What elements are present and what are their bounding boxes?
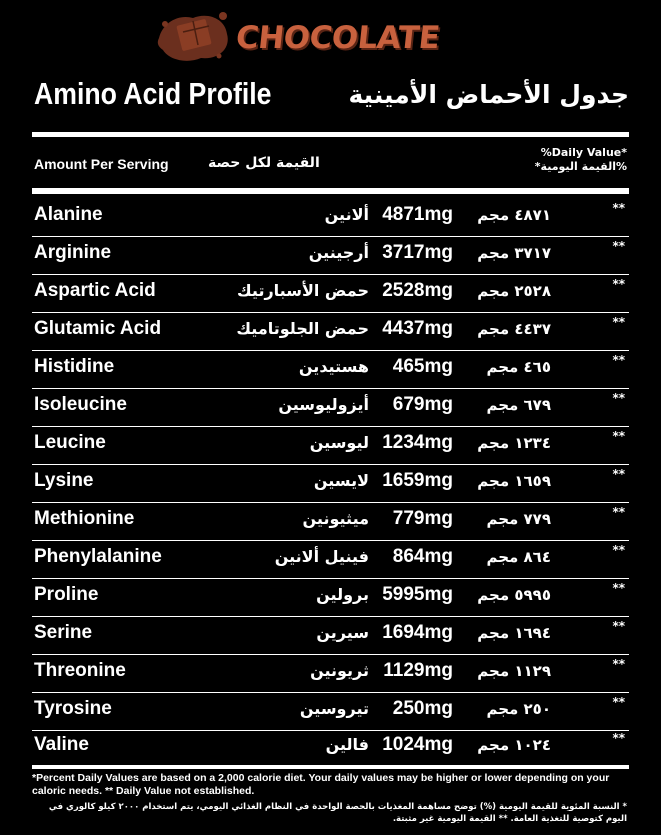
- table-row: [32, 617, 629, 655]
- table-row: [32, 655, 629, 693]
- table-row: [32, 465, 629, 503]
- amino-name-arabic: سيرين: [316, 623, 369, 642]
- daily-value-header: [535, 146, 627, 174]
- table-row: [32, 275, 629, 313]
- table-row: [32, 199, 629, 237]
- amino-name-arabic: فالين: [325, 735, 369, 754]
- amino-name-arabic: حمض الجلوتاميك: [236, 319, 369, 338]
- amount-per-serving-label: Amount Per Serving: [34, 156, 169, 172]
- table-row: [32, 237, 629, 275]
- amino-name: Tyrosine: [34, 698, 112, 719]
- footnote-english: *Percent Daily Values are based on a 2,000 calorie diet. Your daily values may be higher or lower depending on your caloric needs. ** Daily Value not established.: [32, 772, 610, 797]
- chocolate-splash-icon: [153, 8, 233, 64]
- amino-name: Isoleucine: [34, 394, 127, 415]
- amino-name-arabic: حمض الأسبارتيك: [237, 281, 369, 300]
- flavor-name: CHOCOLATE: [234, 20, 442, 56]
- amino-name: Aspartic Acid: [34, 280, 156, 301]
- amino-amount: 3717mg: [382, 242, 453, 263]
- table-row: [32, 693, 629, 731]
- daily-value: **: [612, 467, 625, 481]
- footnote-arabic: * النسبة المئوية للقيمة اليومية (%) توضح مساهمة المغذيات بالحصة الواحدة في النظام الغذائي اليومي، يتم استخدام ٢٠٠٠ كيلو كالوري في اليوم كتوصية للتغذية العامة. ** القيمة اليومية غير مثبتة.: [48, 802, 627, 824]
- amino-name-arabic: هستيدين: [298, 357, 369, 376]
- amino-amount: 1129mg: [383, 660, 453, 681]
- table-row: [32, 503, 629, 541]
- amino-amount-arabic: ٣٧١٧ مجم: [477, 244, 551, 262]
- amino-name: Valine: [34, 734, 89, 755]
- amino-name: Threonine: [34, 660, 126, 681]
- amino-name-arabic: لايسين: [313, 471, 369, 490]
- amino-name: Serine: [34, 622, 93, 643]
- amino-amount: 4871mg: [382, 204, 453, 225]
- amino-amount: 1234mg: [382, 432, 453, 453]
- daily-value: **: [612, 657, 625, 671]
- amino-amount-arabic: ٤٦٥ مجم: [486, 358, 551, 376]
- daily-value: **: [612, 731, 625, 745]
- daily-value: **: [612, 239, 625, 253]
- amino-amount-arabic: ٥٩٩٥ مجم: [477, 586, 551, 604]
- amino-amount-arabic: ٧٧٩ مجم: [486, 510, 551, 528]
- amino-name: Arginine: [34, 242, 112, 263]
- amino-name: Glutamic Acid: [34, 318, 162, 339]
- amino-name: Lysine: [34, 470, 94, 491]
- table-row: [32, 313, 629, 351]
- amino-amount: 250mg: [392, 698, 453, 719]
- amino-name-arabic: ميثيونين: [302, 509, 369, 528]
- amino-amount: 779mg: [392, 508, 453, 529]
- daily-value-label-arabic: %القيمة اليومية*: [534, 160, 627, 173]
- top-rule: [32, 132, 629, 137]
- amino-name: Methionine: [34, 508, 135, 529]
- daily-value-label: %Daily Value*: [540, 146, 627, 159]
- amino-name: Leucine: [34, 432, 106, 453]
- amino-name: Histidine: [34, 356, 115, 377]
- amino-amount-arabic: ٢٥٢٨ مجم: [477, 282, 551, 300]
- amino-amount: 1694mg: [382, 622, 453, 643]
- amino-name-arabic: برولين: [316, 585, 369, 604]
- amino-amount-arabic: ٢٥٠ مجم: [486, 700, 551, 718]
- daily-value: **: [612, 201, 625, 215]
- amino-amount: 864mg: [392, 546, 453, 567]
- amino-name: Proline: [34, 584, 99, 605]
- title-english: Amino Acid Profile: [34, 76, 272, 111]
- amino-amount-arabic: ١١٢٩ مجم: [477, 662, 551, 680]
- amino-amount-arabic: ١٦٥٩ مجم: [477, 472, 551, 490]
- amino-amount-arabic: ٤٤٣٧ مجم: [477, 320, 551, 338]
- amino-amount: 5995mg: [382, 584, 453, 605]
- bottom-rule: [32, 765, 629, 769]
- daily-value: **: [612, 315, 625, 329]
- daily-value: **: [612, 695, 625, 709]
- amount-per-serving-label-arabic: القيمة لكل حصة: [208, 155, 320, 171]
- table-row: [32, 389, 629, 427]
- title-arabic: جدول الأحماض الأمينية: [348, 80, 629, 109]
- amino-name: Alanine: [34, 204, 103, 225]
- amino-name-arabic: أيزوليوسين: [278, 395, 369, 414]
- table-row: [32, 729, 629, 765]
- table-row: [32, 579, 629, 617]
- amino-name-arabic: ليوسين: [309, 433, 369, 452]
- amino-amount: 679mg: [392, 394, 453, 415]
- amino-amount: 1024mg: [382, 734, 453, 755]
- amino-name-arabic: أرجينين: [308, 243, 369, 262]
- daily-value: **: [612, 391, 625, 405]
- amino-amount-arabic: ٤٨٧١ مجم: [477, 206, 551, 224]
- amino-name-arabic: تيروسين: [299, 699, 369, 718]
- table-row: [32, 541, 629, 579]
- amino-amount-arabic: ١٦٩٤ مجم: [477, 624, 551, 642]
- daily-value: **: [612, 429, 625, 443]
- amino-amount-arabic: ٦٧٩ مجم: [486, 396, 551, 414]
- amino-name: Phenylalanine: [34, 546, 162, 567]
- daily-value: **: [612, 505, 625, 519]
- amino-name-arabic: فينيل ألانين: [274, 547, 369, 566]
- header-rule: [32, 188, 629, 194]
- daily-value: **: [612, 581, 625, 595]
- amino-name-arabic: ثريونين: [310, 661, 369, 680]
- amino-amount-arabic: ١٠٢٤ مجم: [477, 736, 551, 754]
- amino-amount: 2528mg: [382, 280, 453, 301]
- daily-value: **: [612, 277, 625, 291]
- amino-amount: 4437mg: [382, 318, 453, 339]
- daily-value: **: [612, 619, 625, 633]
- daily-value: **: [612, 543, 625, 557]
- amino-amount: 465mg: [392, 356, 453, 377]
- amino-amount-arabic: ٨٦٤ مجم: [486, 548, 551, 566]
- amino-amount: 1659mg: [382, 470, 453, 491]
- amino-amount-arabic: ١٢٣٤ مجم: [477, 434, 551, 452]
- amino-name-arabic: ألانين: [324, 205, 369, 224]
- table-row: [32, 427, 629, 465]
- daily-value: **: [612, 353, 625, 367]
- table-row: [32, 351, 629, 389]
- brand-header: [0, 0, 661, 70]
